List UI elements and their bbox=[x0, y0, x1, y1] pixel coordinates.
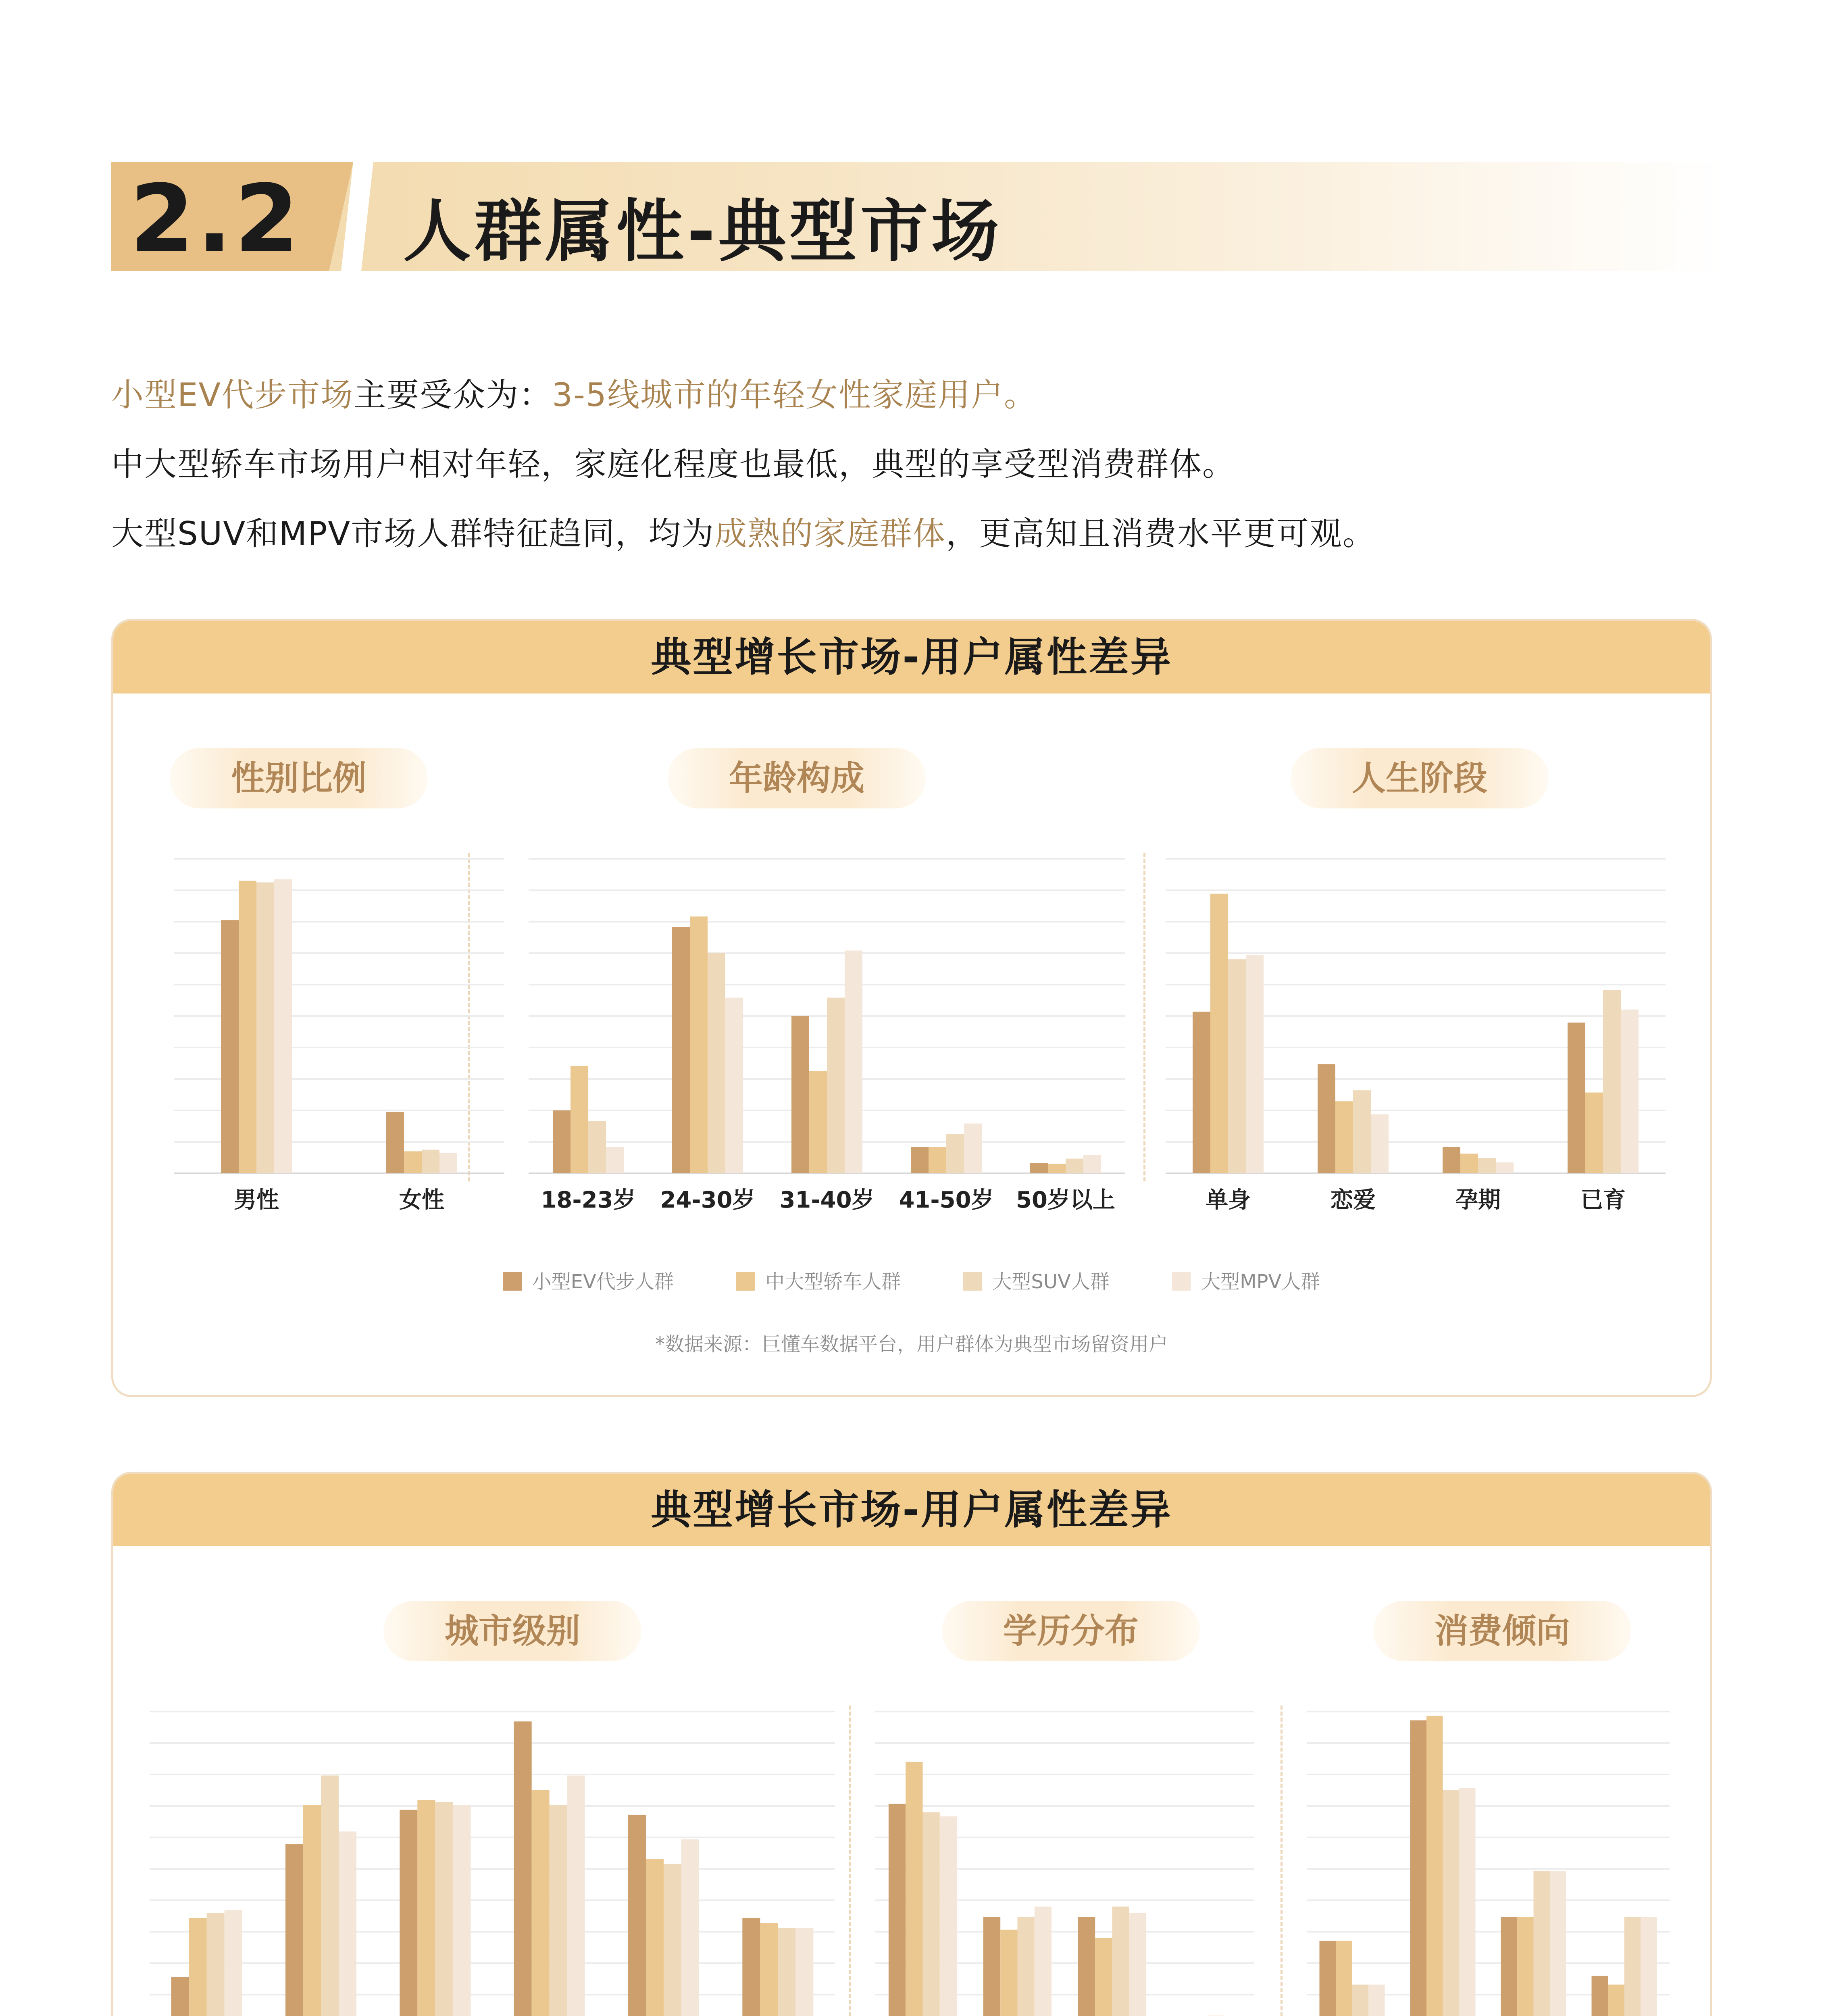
chart-divider bbox=[1143, 853, 1145, 1181]
bar bbox=[1517, 1917, 1534, 2016]
bar bbox=[1095, 1938, 1112, 2016]
bar bbox=[1035, 1907, 1052, 2016]
category-tick-label: 41-50岁 bbox=[899, 1187, 994, 1213]
bar bbox=[588, 1121, 606, 1173]
intro-highlight-market: 小型EV代步市场 bbox=[111, 376, 354, 414]
bar bbox=[1018, 1917, 1035, 2016]
bar bbox=[1048, 1164, 1066, 1173]
bar bbox=[321, 1775, 339, 2016]
category-tick-label: 恋爱 bbox=[1331, 1187, 1376, 1213]
bar bbox=[386, 1112, 404, 1173]
bar bbox=[400, 1810, 417, 2016]
chart-education bbox=[863, 1691, 1266, 2016]
bar bbox=[1193, 1012, 1210, 1173]
bar bbox=[404, 1151, 422, 1173]
legend-item bbox=[503, 1266, 674, 1294]
bar bbox=[1320, 1941, 1336, 2016]
bar bbox=[1210, 894, 1228, 1173]
bar bbox=[1318, 1064, 1335, 1173]
bar bbox=[1368, 1985, 1385, 2016]
bar bbox=[1353, 1090, 1371, 1173]
category-tick-label: 单身 bbox=[1206, 1187, 1251, 1213]
bar bbox=[1030, 1163, 1048, 1173]
bar bbox=[453, 1805, 471, 2016]
bar bbox=[1585, 1093, 1603, 1173]
bar bbox=[435, 1802, 453, 2016]
bar bbox=[1624, 1917, 1641, 2016]
bar bbox=[567, 1775, 585, 2016]
bar bbox=[1608, 1985, 1624, 2016]
bar bbox=[1083, 1155, 1101, 1174]
bar bbox=[889, 1804, 906, 2016]
intro-text: ，更高知且消费水平更可观。 bbox=[946, 515, 1376, 552]
bar bbox=[672, 927, 690, 1173]
bar bbox=[742, 1918, 760, 2016]
bar bbox=[778, 1928, 795, 2016]
pill-consumption: 消费倾向 bbox=[1373, 1601, 1631, 1661]
bar bbox=[207, 1913, 225, 2016]
panel-title: 典型增长市场-用户属性差异 bbox=[113, 1474, 1710, 1546]
chart-consumption bbox=[1295, 1691, 1682, 2016]
bar bbox=[1443, 1147, 1460, 1173]
legend-item bbox=[1172, 1266, 1320, 1294]
bar bbox=[339, 1831, 356, 2016]
bar bbox=[795, 1928, 813, 2016]
intro-text: 大型SUV和MPV市场人群特征趋同，均为 bbox=[111, 515, 715, 552]
pill-life-stage: 人生阶段 bbox=[1291, 748, 1549, 808]
category-tick-label: 50岁以上 bbox=[1016, 1187, 1115, 1213]
bar bbox=[221, 920, 239, 1173]
category-tick-label: 已育 bbox=[1580, 1187, 1626, 1213]
bar bbox=[628, 1815, 646, 2016]
legend-swatch bbox=[1172, 1272, 1191, 1291]
bar bbox=[708, 953, 725, 1173]
bar bbox=[809, 1071, 827, 1174]
bar bbox=[256, 883, 274, 1174]
bar bbox=[1501, 1917, 1518, 2016]
chart-gender bbox=[162, 839, 516, 1242]
bar bbox=[983, 1917, 1000, 2016]
legend-item bbox=[963, 1266, 1109, 1294]
bar bbox=[239, 881, 256, 1173]
bar bbox=[1112, 1907, 1129, 2016]
bar bbox=[422, 1150, 439, 1174]
chart-divider bbox=[1281, 1706, 1283, 2016]
intro-highlight-family: 成熟的家庭群体 bbox=[714, 515, 946, 552]
category-tick-label: 31-40岁 bbox=[779, 1187, 875, 1213]
bar bbox=[845, 951, 862, 1174]
intro-line-1 bbox=[111, 376, 1037, 414]
bar bbox=[439, 1153, 457, 1173]
bar bbox=[946, 1134, 964, 1174]
intro-line-3 bbox=[111, 515, 1376, 552]
bar bbox=[1336, 1941, 1352, 2016]
bar bbox=[964, 1124, 982, 1174]
chart-city-tier bbox=[137, 1691, 847, 2016]
bar bbox=[690, 916, 708, 1173]
bar bbox=[1568, 1023, 1585, 1173]
chart-age bbox=[516, 839, 1137, 1242]
bar bbox=[1371, 1114, 1389, 1173]
bar bbox=[1335, 1101, 1353, 1173]
bar bbox=[1550, 1871, 1566, 2016]
chart-legend bbox=[113, 1266, 1710, 1294]
bar bbox=[911, 1147, 929, 1173]
bar bbox=[1478, 1158, 1496, 1173]
bar bbox=[189, 1918, 207, 2016]
bar bbox=[1592, 1976, 1608, 2016]
bar bbox=[1459, 1788, 1476, 2016]
bar bbox=[760, 1923, 778, 2016]
legend-swatch bbox=[503, 1272, 522, 1291]
bar bbox=[791, 1016, 809, 1173]
bar bbox=[1534, 1871, 1550, 2016]
bar bbox=[1246, 955, 1264, 1173]
bar bbox=[681, 1839, 699, 2016]
legend-label: 大型MPV人群 bbox=[1201, 1270, 1320, 1293]
bar bbox=[571, 1066, 588, 1174]
bar bbox=[940, 1816, 957, 2016]
bar bbox=[1426, 1716, 1443, 2016]
bar bbox=[1078, 1917, 1095, 2016]
bar bbox=[1000, 1930, 1017, 2016]
bar bbox=[553, 1110, 571, 1173]
bar bbox=[1228, 959, 1246, 1173]
intro-text: 主要受众为： bbox=[354, 376, 552, 414]
bar bbox=[225, 1910, 242, 2016]
bar bbox=[1603, 990, 1621, 1173]
chart-divider bbox=[849, 1706, 851, 2016]
bar bbox=[646, 1859, 664, 2016]
bar bbox=[929, 1147, 946, 1173]
bar bbox=[303, 1805, 321, 2016]
category-tick-label: 男性 bbox=[234, 1187, 279, 1213]
bar bbox=[274, 879, 292, 1173]
chart-life-stage bbox=[1154, 839, 1678, 1242]
bar bbox=[285, 1844, 303, 2016]
legend-label: 小型EV代步人群 bbox=[532, 1270, 674, 1293]
legend-label: 中大型轿车人群 bbox=[765, 1270, 901, 1293]
pill-education: 学历分布 bbox=[942, 1601, 1200, 1661]
legend-swatch bbox=[736, 1272, 755, 1291]
pill-city-tier: 城市级别 bbox=[383, 1601, 641, 1661]
bar bbox=[532, 1790, 550, 2016]
bar bbox=[1352, 1985, 1369, 2016]
bar bbox=[1641, 1917, 1657, 2016]
panel-user-attributes-1 bbox=[111, 619, 1712, 1397]
section-title: 人群属性-典型市场 bbox=[403, 192, 1002, 271]
bar bbox=[923, 1812, 940, 2016]
section-number: 2.2 bbox=[130, 165, 302, 273]
bar bbox=[1443, 1790, 1460, 2016]
bar bbox=[1066, 1159, 1083, 1173]
pill-gender: 性别比例 bbox=[170, 748, 428, 808]
bar bbox=[417, 1800, 435, 2016]
bar bbox=[514, 1721, 532, 2016]
intro-highlight-audience: 3-5线城市的年轻女性家庭用户。 bbox=[552, 376, 1037, 414]
data-source-note: *数据来源：巨懂车数据平台，用户群体为典型市场留资用户 bbox=[655, 1333, 1168, 1356]
panel-title: 典型增长市场-用户属性差异 bbox=[113, 621, 1710, 694]
category-tick-label: 24-30岁 bbox=[660, 1187, 755, 1213]
category-tick-label: 女性 bbox=[399, 1187, 444, 1213]
bar bbox=[1496, 1162, 1514, 1173]
category-tick-label: 18-23岁 bbox=[541, 1187, 636, 1213]
bar bbox=[827, 998, 845, 1174]
bar bbox=[550, 1805, 567, 2016]
panel-user-attributes-2 bbox=[111, 1472, 1712, 2016]
intro-line-2: 中大型轿车市场用户相对年轻，家庭化程度也最低，典型的享受型消费群体。 bbox=[111, 446, 1235, 483]
bar bbox=[1410, 1720, 1427, 2016]
bar bbox=[725, 998, 743, 1174]
bar bbox=[606, 1147, 624, 1173]
bar bbox=[664, 1864, 681, 2016]
category-tick-label: 孕期 bbox=[1455, 1187, 1501, 1213]
bar bbox=[1129, 1913, 1146, 2016]
legend-item bbox=[736, 1266, 901, 1294]
pill-age: 年龄构成 bbox=[668, 748, 926, 808]
bar bbox=[1460, 1154, 1478, 1173]
bar bbox=[171, 1977, 189, 2016]
legend-label: 大型SUV人群 bbox=[992, 1270, 1110, 1293]
legend-swatch bbox=[963, 1272, 982, 1291]
bar bbox=[1621, 1010, 1639, 1173]
bar bbox=[906, 1762, 922, 2016]
